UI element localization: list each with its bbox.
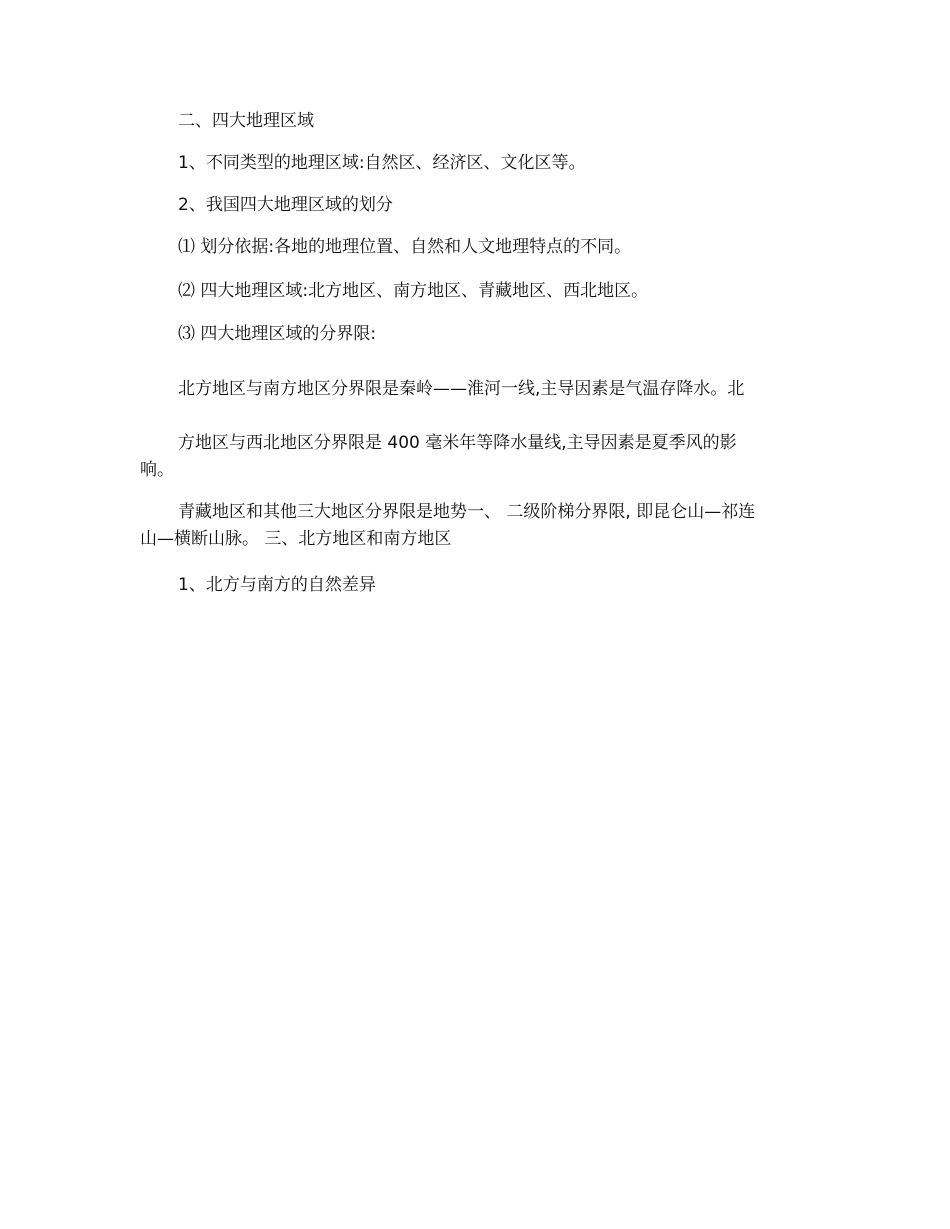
section-heading-four-regions: 二、四大地理区域 [178, 111, 314, 131]
paragraph-north-south-boundary: 北方地区与南方地区分界限是秦岭——淮河一线,主导因素是气温存降水。北 [178, 379, 745, 399]
paragraph-qingzang-boundary: 青藏地区和其他三大地区分界限是地势一、 二级阶梯分界限, 即昆仑山—祁连 [178, 502, 756, 522]
paragraph-division-basis: ⑴ 划分依据:各地的地理位置、自然和人文地理特点的不同。 [178, 237, 632, 257]
paragraph-natural-differences: 1、北方与南方的自然差异 [178, 575, 376, 595]
paragraph-northwest-boundary-end: 响。 [140, 460, 174, 480]
paragraph-qingzang-boundary-end: 山—横断山脉。 三、北方地区和南方地区 [140, 529, 452, 549]
paragraph-four-regions: ⑵ 四大地理区域:北方地区、南方地区、青藏地区、西北地区。 [178, 281, 649, 301]
paragraph-division-heading: 2、我国四大地理区域的划分 [178, 195, 393, 215]
paragraph-region-types: 1、不同类型的地理区域:自然区、经济区、文化区等。 [178, 153, 586, 173]
paragraph-northwest-boundary: 方地区与西北地区分界限是 400 毫米年等降水量线,主导因素是夏季风的影 [178, 433, 737, 453]
paragraph-boundaries-heading: ⑶ 四大地理区域的分界限: [178, 324, 377, 344]
